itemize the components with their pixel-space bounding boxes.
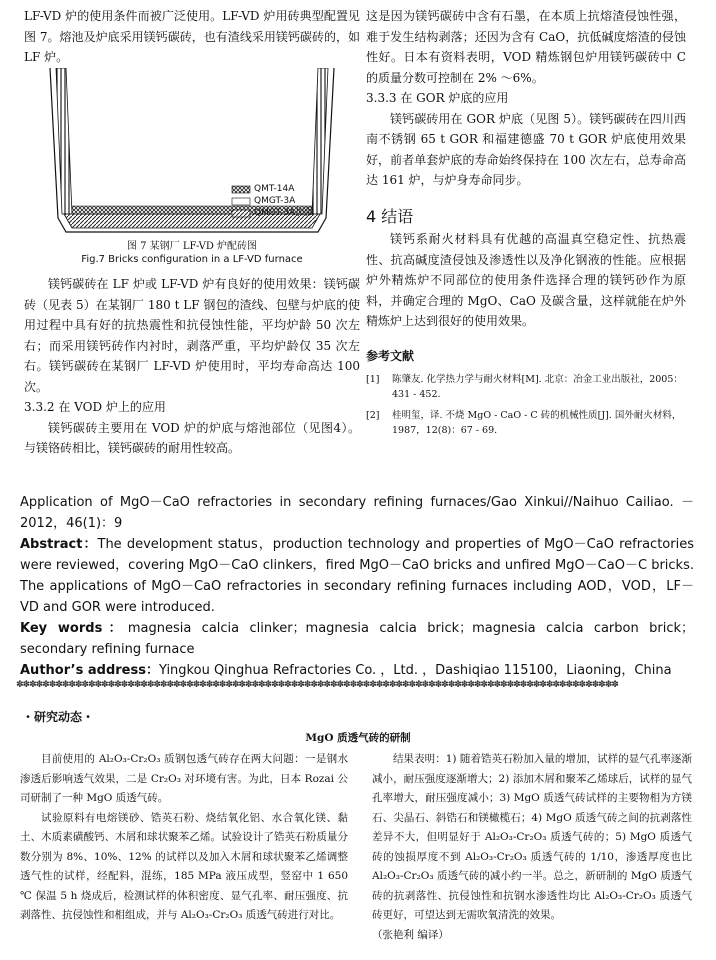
address-label: Author’s address： xyxy=(20,663,159,678)
left-column-top xyxy=(24,6,360,68)
paragraph: 镁钙碳砖用在 GOR 炉底（见图 5）。镁钙碳砖在四川西南不锈钢 65 t GOR 和福建德盛 70 t GOR 炉底使用效果好，前者单套炉底的寿命始终保持在 100 次左右，总寿命高达 161 炉，与炉身寿命同步。 xyxy=(366,111,686,187)
news-left-column xyxy=(20,750,348,926)
address-paragraph xyxy=(20,660,694,681)
star-divider: ✽✽✽✽✽✽✽✽✽✽✽✽✽✽✽✽✽✽✽✽✽✽✽✽✽✽✽✽✽✽✽✽✽✽✽✽✽✽✽✽✽✽✽✽✽✽✽✽✽✽✽✽✽✽✽✽✽✽✽✽✽✽✽✽✽✽✽✽✽✽✽✽✽✽✽✽✽✽✽✽✽✽✽✽✽✽✽✽✽✽✽✽ xyxy=(16,680,618,690)
keywords-paragraph xyxy=(20,618,694,660)
citation: Application of MgO－CaO refractories in secondary refining furnaces/Gao Xinkui//Naihuo Cailiao. －2012，46(1)：9 xyxy=(20,495,694,531)
figure-legend xyxy=(254,183,313,219)
section-title-conclusion: 4 结语 xyxy=(366,206,414,226)
paragraph: 试验原料有电熔镁砂、锆英石粉、烧结氧化铝、水合氧化镁、黏土、木质素磺酸钙、木屑和球状聚苯乙烯。试验设计了锆英石粉质量分数分别为 8%、10%、12% 的试样以及加入木屑和球状聚苯乙烯调整透气性的试样，经配料，混练，185 MPa 液压成型，竖窑中 1 650 ℃ 保温 5 h 烧成后，检测试样的体积密度、显气孔率、耐压强度、抗剥落性、抗侵蚀性和相组成，并与 Al₂O₃-Cr₂O₃ 质透气砖进行对比。 xyxy=(20,811,348,921)
paragraph: 这是因为镁钙碳砖中含有石墨，在本质上抗熔渣侵蚀性强，难于发生结构剥落；还因为含有 CaO，抗低碱度熔渣的侵蚀性好。日本有资料表明，VOD 精炼钢包炉用镁钙碳砖中 C 的质量分数可控制在 2% ～6%。 xyxy=(366,9,686,85)
paragraph: 结果表明：1) 随着锆英石粉加入量的增加，试样的显气孔率逐渐减小，耐压强度逐渐增大；2) 添加木屑和聚苯乙烯球后，试样的显气孔率增大，耐压强度减小；3) MgO 质透气砖试样的主要物相为方镁石、尖晶石、斜锆石和镁橄榄石；4) MgO 质透气砖之间的抗剥落性差异不大，但明显好于 Al₂O₃-Cr₂O₃ 质透气砖的；5) MgO 质透气砖的蚀损厚度不到 Al₂O₃-Cr₂O₃ 质透气砖的 1/10，渗透厚度也比 Al₂O₃-Cr₂O₃ 质透气砖的减小约一半。总之，新研制的 MgO 质透气砖的抗剥落性、抗侵蚀性和抗钢水渗透性均比 Al₂O₃-Cr₂O₃ 质透气砖更好，可望达到无需吹氧清洗的效果。 xyxy=(372,753,692,921)
keywords-text: magnesia calcia clinker；magnesia calcia brick；magnesia calcia carbon brick；secondary refining furnace xyxy=(20,621,694,657)
figure-caption xyxy=(24,240,360,266)
paragraph: 镁钙碳砖在 LF 炉或 LF-VD 炉有良好的使用效果：镁钙碳砖（见表 5）在某钢厂 180 t LF 钢包的渣线、包壁与炉底的使用过程中具有好的抗热震性和抗侵蚀性能，平均炉龄 50 次左右；而采用镁钙砖作内衬时，剥落严重，平均炉龄仅 35 次左右。镁钙碳砖在某钢厂 LF-VD 炉使用时，平均寿命高达 100 次。 xyxy=(24,277,360,394)
caption-cn: 图 7 某钢厂 LF-VD 炉配砖图 xyxy=(126,241,258,252)
legend-item: QMGT-3A xyxy=(254,196,296,206)
reference-item xyxy=(366,408,686,438)
reference-number: [2] xyxy=(366,410,380,421)
caption-en: Fig.7 Bricks configuration in a LF-VD furnace xyxy=(81,254,303,265)
paragraph: 镁钙系耐火材料具有优越的高温真空稳定性、抗热震性、抗高碱度渣侵蚀及渗透性以及净化钢液的性能。应根据炉外精炼炉不同部位的使用条件选择合理的镁钙砂作为原料，并确定合理的 MgO、CaO 及碳含量，这样就能在炉外精炼炉上达到很好的使用效果。 xyxy=(366,232,686,328)
news-heading: ・研究动态・ xyxy=(22,710,95,724)
reference-item xyxy=(366,372,686,402)
figure-7 xyxy=(28,68,356,240)
abstract-paragraph xyxy=(20,534,694,618)
reference-number: [1] xyxy=(366,374,380,385)
reference-text: 陈肇友. 化学热力学与耐火材料[M]. 北京：冶金工业出版社，2005：431 - 452. xyxy=(392,374,683,400)
keywords-label: Key words： xyxy=(20,621,128,636)
paragraph: LF-VD 炉的使用条件而被广泛使用。LF-VD 炉用砖典型配置见图 7。熔池及炉底采用镁钙碳砖，也有渣线采用镁钙碳砖的，如 LF 炉。 xyxy=(24,9,360,64)
paragraph: 镁钙碳砖主要用在 VOD 炉的炉底与熔池部位（见图4）。与镁铬砖相比，镁钙碳砖的耐用性较高。 xyxy=(24,420,360,455)
abstract-label: Abstract： xyxy=(20,537,98,552)
abstract-text: The development status，production technology and properties of MgO－CaO refractories were reviewed，covering MgO－CaO clinkers，fired MgO－CaO bricks and unfired MgO－CaO－C bricks. The applications of MgO－CaO refractories in secondary refining furnaces including AOD，VOD，LF－VD and GOR were introduced. xyxy=(20,537,694,615)
right-column xyxy=(366,6,686,444)
reference-text: 桂明玺，译. 不烧 MgO - CaO - C 砖的机械性质[J]. 国外耐火材料，1987，12(8)：67 - 69. xyxy=(392,410,682,436)
section-heading: 3.3.3 在 GOR 炉底的应用 xyxy=(366,91,509,105)
legend-item: QMGT-3A加强 xyxy=(254,208,314,218)
references-title: 参考文献 xyxy=(366,348,415,363)
legend-item: QMT-14A xyxy=(254,184,295,194)
news-title: MgO 质透气砖的研制 xyxy=(305,732,411,744)
news-right-column xyxy=(372,750,692,945)
address-text: Yingkou Qinghua Refractories Co. ，Ltd. ，Dashiqiao 115100，Liaoning，China xyxy=(158,663,672,678)
paragraph: 目前使用的 Al₂O₃-Cr₂O₃ 质钢包透气砖存在两大问题：一是钢水渗透后影响透气效果，二是 Cr₂O₃ 对环境有害。为此，日本 Rozai 公司研制了一种 MgO 质透气砖。 xyxy=(20,753,348,804)
section-heading: 3.3.2 在 VOD 炉上的应用 xyxy=(24,400,166,414)
editor-credit: （张艳利 编译） xyxy=(372,928,449,941)
english-abstract xyxy=(20,492,694,681)
left-column-bottom xyxy=(24,274,360,459)
